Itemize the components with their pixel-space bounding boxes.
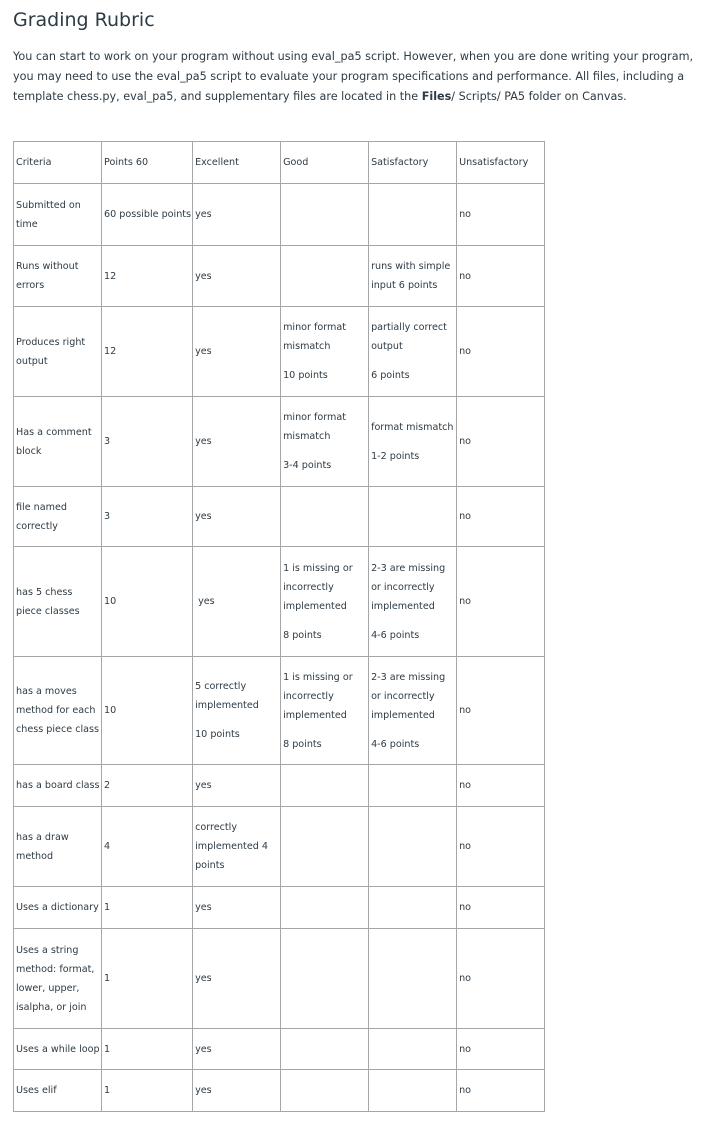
good-points: 8 points bbox=[283, 738, 322, 750]
good-cell bbox=[281, 246, 369, 307]
satisfactory-cell bbox=[369, 765, 457, 807]
table-row bbox=[14, 246, 545, 307]
table-row bbox=[14, 1029, 545, 1070]
excellent-cell: yes bbox=[193, 887, 281, 929]
header-good: Good bbox=[281, 142, 369, 184]
excellent-cell: yes bbox=[193, 1070, 281, 1112]
satisfactory-cell bbox=[369, 1029, 457, 1070]
criteria-cell: Uses a dictionary bbox=[14, 887, 102, 929]
files-link-text: Files bbox=[421, 90, 452, 103]
good-cell bbox=[281, 547, 369, 657]
table-row bbox=[14, 307, 545, 397]
good-points: 8 points bbox=[283, 629, 322, 641]
satisfactory-points: 6 points bbox=[371, 370, 410, 381]
criteria-cell: Runs without errors bbox=[14, 246, 102, 307]
unsatisfactory-cell: no bbox=[457, 1029, 545, 1070]
intro-path-text: / Scripts/ PA5 folder on Canvas. bbox=[451, 90, 627, 103]
unsatisfactory-cell: no bbox=[457, 657, 545, 765]
criteria-cell: has a moves method for each chess piece class bbox=[14, 657, 102, 765]
criteria-cell: Has a comment block bbox=[14, 397, 102, 487]
table-row bbox=[14, 887, 545, 929]
satisfactory-points: 4-6 points bbox=[371, 629, 420, 641]
good-cell bbox=[281, 765, 369, 807]
unsatisfactory-cell: no bbox=[457, 547, 545, 657]
criteria-cell: Uses elif bbox=[14, 1070, 102, 1112]
good-description: 1 is missing or incorrectly implemented bbox=[283, 562, 353, 612]
satisfactory-cell bbox=[369, 397, 457, 487]
satisfactory-cell bbox=[369, 887, 457, 929]
satisfactory-description: 2-3 are missing or incorrectly implemented bbox=[371, 562, 446, 612]
good-cell bbox=[281, 184, 369, 246]
points-cell: 10 bbox=[102, 547, 193, 657]
points-cell: 4 bbox=[102, 807, 193, 887]
table-row bbox=[14, 929, 545, 1029]
unsatisfactory-cell: no bbox=[457, 807, 545, 887]
satisfactory-cell: runs with simple input 6 points bbox=[369, 246, 457, 307]
good-points: 10 points bbox=[283, 370, 328, 381]
unsatisfactory-cell: no bbox=[457, 487, 545, 547]
excellent-cell: yes bbox=[193, 1029, 281, 1070]
table-row bbox=[14, 807, 545, 887]
satisfactory-cell bbox=[369, 487, 457, 547]
table-row bbox=[14, 397, 545, 487]
unsatisfactory-cell: no bbox=[457, 929, 545, 1029]
good-cell bbox=[281, 397, 369, 487]
satisfactory-points: 4-6 points bbox=[371, 738, 420, 750]
criteria-cell: has a board class bbox=[14, 765, 102, 807]
criteria-cell: file named correctly bbox=[14, 487, 102, 547]
table-row bbox=[14, 1070, 545, 1112]
satisfactory-description: format mismatch bbox=[371, 421, 454, 433]
unsatisfactory-cell: no bbox=[457, 246, 545, 307]
excellent-cell bbox=[193, 657, 281, 765]
criteria-cell: has 5 chess piece classes bbox=[14, 547, 102, 657]
points-cell: 3 bbox=[102, 397, 193, 487]
points-cell: 1 bbox=[102, 1029, 193, 1070]
good-cell bbox=[281, 1029, 369, 1070]
header-satisfactory: Satisfactory bbox=[369, 142, 457, 184]
unsatisfactory-cell: no bbox=[457, 765, 545, 807]
criteria-cell: has a draw method bbox=[14, 807, 102, 887]
header-unsatisfactory: Unsatisfactory bbox=[457, 142, 545, 184]
criteria-cell: Submitted on time bbox=[14, 184, 102, 246]
page-title: Grading Rubric bbox=[13, 9, 155, 31]
satisfactory-cell bbox=[369, 307, 457, 397]
table-row bbox=[14, 657, 545, 765]
points-cell: 1 bbox=[102, 887, 193, 929]
points-cell: 60 possible points bbox=[102, 184, 193, 246]
unsatisfactory-cell: no bbox=[457, 397, 545, 487]
points-cell: 2 bbox=[102, 765, 193, 807]
good-cell bbox=[281, 657, 369, 765]
unsatisfactory-cell: no bbox=[457, 307, 545, 397]
satisfactory-description: 2-3 are missing or incorrectly implemented bbox=[371, 671, 446, 721]
excellent-cell: yes bbox=[193, 397, 281, 487]
header-points: Points 60 bbox=[102, 142, 193, 184]
points-cell: 10 bbox=[102, 657, 193, 765]
good-points: 3-4 points bbox=[283, 460, 332, 471]
points-cell: 12 bbox=[102, 246, 193, 307]
satisfactory-description: partially correct output bbox=[371, 322, 447, 352]
good-cell bbox=[281, 929, 369, 1029]
criteria-cell: Uses a while loop bbox=[14, 1029, 102, 1070]
excellent-points: 10 points bbox=[195, 729, 240, 740]
criteria-cell: Produces right output bbox=[14, 307, 102, 397]
excellent-cell: yes bbox=[193, 184, 281, 246]
excellent-cell: yes bbox=[193, 307, 281, 397]
good-description: 1 is missing or incorrectly implemented bbox=[283, 671, 353, 721]
good-description: minor format mismatch bbox=[283, 412, 347, 442]
excellent-cell: yes bbox=[193, 487, 281, 547]
satisfactory-cell bbox=[369, 807, 457, 887]
excellent-cell: yes bbox=[193, 929, 281, 1029]
excellent-cell: yes bbox=[193, 765, 281, 807]
criteria-cell: Uses a string method: format, lower, upper, isalpha, or join bbox=[14, 929, 102, 1029]
satisfactory-cell bbox=[369, 547, 457, 657]
good-cell bbox=[281, 487, 369, 547]
points-cell: 1 bbox=[102, 1070, 193, 1112]
satisfactory-cell bbox=[369, 1070, 457, 1112]
good-description: minor format mismatch bbox=[283, 322, 347, 352]
excellent-cell: yes bbox=[193, 547, 281, 657]
satisfactory-cell bbox=[369, 929, 457, 1029]
header-excellent: Excellent bbox=[193, 142, 281, 184]
good-cell bbox=[281, 307, 369, 397]
points-cell: 3 bbox=[102, 487, 193, 547]
points-cell: 1 bbox=[102, 929, 193, 1029]
unsatisfactory-cell: no bbox=[457, 1070, 545, 1112]
intro-text: You can start to work on your program without using eval_pa5 script. However, when you are done writing your program, you may need to use the eval_pa5 script to evaluate your program specifications and performance. All files, including a template chess.py, eval_pa5, and supplementary files are located in the bbox=[13, 50, 694, 103]
good-cell bbox=[281, 807, 369, 887]
table-header-row bbox=[14, 142, 545, 184]
header-criteria: Criteria bbox=[14, 142, 102, 184]
points-cell: 12 bbox=[102, 307, 193, 397]
rubric-table bbox=[13, 141, 545, 1112]
table-row bbox=[14, 765, 545, 807]
table-row bbox=[14, 487, 545, 547]
unsatisfactory-cell: no bbox=[457, 184, 545, 246]
satisfactory-cell bbox=[369, 657, 457, 765]
satisfactory-points: 1-2 points bbox=[371, 450, 420, 462]
table-row bbox=[14, 184, 545, 246]
table-row bbox=[14, 547, 545, 657]
satisfactory-cell bbox=[369, 184, 457, 246]
excellent-cell: yes bbox=[193, 246, 281, 307]
good-cell bbox=[281, 1070, 369, 1112]
intro-paragraph bbox=[13, 47, 703, 107]
excellent-cell: correctly implemented 4 points bbox=[193, 807, 281, 887]
unsatisfactory-cell: no bbox=[457, 887, 545, 929]
excellent-description: 5 correctly implemented bbox=[195, 681, 259, 711]
good-cell bbox=[281, 887, 369, 929]
